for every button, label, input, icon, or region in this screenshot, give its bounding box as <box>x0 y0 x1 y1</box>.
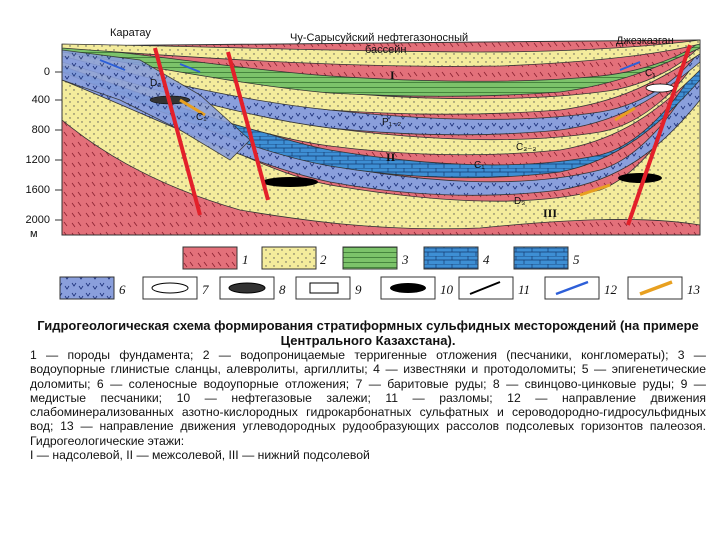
legend-number-4: 4 <box>483 252 490 267</box>
legend-swatch-1 <box>183 247 237 269</box>
legend-number-11: 11 <box>518 282 531 297</box>
strat-label-d3-left: D₃ <box>150 78 162 89</box>
depth-unit: м <box>30 228 38 240</box>
region-label-basin-line1: Чу-Сарысуйский нефтегазоносный <box>290 32 469 44</box>
legend-barite-symbol <box>152 283 188 293</box>
strat-label-c23: C₂₋₃ <box>516 142 537 153</box>
strat-label-c1-left: C₁ <box>196 112 207 123</box>
stage-label-III: III <box>543 206 558 220</box>
stage-label-I: I <box>390 68 395 82</box>
legend-lead-zinc-symbol <box>229 283 265 293</box>
strat-label-c1: C₁ <box>474 160 485 171</box>
depth-axis-ticks <box>55 72 62 220</box>
depth-tick-400: 400 <box>31 94 50 106</box>
region-label-karatau: Каратау <box>110 27 151 39</box>
legend-swatch-6 <box>60 277 114 299</box>
legend-number-3: 3 <box>402 252 409 267</box>
barite-ore-right <box>646 84 674 92</box>
legend-number-5: 5 <box>573 252 580 267</box>
legend-cupriferous-symbol <box>310 283 338 293</box>
depth-tick-2000: 2000 <box>25 214 50 226</box>
legend-swatch-2 <box>262 247 316 269</box>
legend-number-8: 8 <box>279 282 286 297</box>
depth-tick-1200: 1200 <box>25 154 50 166</box>
legend-number-9: 9 <box>355 282 362 297</box>
figure-caption <box>30 318 706 462</box>
depth-tick-1600: 1600 <box>25 184 50 196</box>
legend-number-13: 13 <box>687 282 700 297</box>
region-label-basin-line2: бассейн <box>365 44 407 56</box>
legend-number-7: 7 <box>202 282 209 297</box>
oil-gas-deposit-right <box>618 173 662 183</box>
depth-tick-800: 800 <box>31 124 50 136</box>
strat-label-p12: P₁₋₂ <box>382 117 402 128</box>
legend-number-1: 1 <box>242 252 249 267</box>
legend-number-12: 12 <box>604 282 617 297</box>
legend-number-10: 10 <box>440 282 453 297</box>
oil-gas-deposit-left <box>262 177 318 187</box>
caption-body: 1 — породы фундамента; 2 — водопроницаемые терригенные отложения (песчаники, конгломераты); 3 — водоупорные глинистые сланцы, алевролиты, аргиллиты; 4 — известняки и протодоломиты; 5 — эпигенетические доломиты; 6 — соленосные водоупорные отложения; 7 — баритовые руды; 8 — свинцово-цинковые руды; 9 — медистые песчаники; 10 — нефтегазовые залежи; 11 — разломы; 12 — направление движения слабоминерализованных азотно-кислородных гидрокарбонатных сульфатных и сероводородно-гидросульфидных вод; 13 — направление движения углеводородных рудообразующих рассолов подсолевых горизонтов палеозоя. Гидрогеологические этажи: <box>30 348 706 448</box>
caption-last-line: I — надсолевой, II — межсолевой, III — нижний подсолевой <box>30 448 370 463</box>
strat-label-c1-right: C₁ <box>645 68 656 79</box>
legend-oil-gas-symbol <box>390 283 426 293</box>
legend-number-6: 6 <box>119 282 126 297</box>
legend-swatch-5 <box>514 247 568 269</box>
region-label-dzhezkazgan: Джезказган <box>616 35 674 47</box>
strat-label-d3: D₃ <box>514 196 526 207</box>
legend-number-2: 2 <box>320 252 327 267</box>
depth-tick-0: 0 <box>43 66 50 78</box>
legend-swatch-4 <box>424 247 478 269</box>
stage-label-II: II <box>386 150 396 164</box>
legend-swatch-3 <box>343 247 397 269</box>
caption-title: Гидрогеологическая схема формирования стратиформных сульфидных месторождений (на примере Центрального Казахстана). <box>37 318 699 348</box>
